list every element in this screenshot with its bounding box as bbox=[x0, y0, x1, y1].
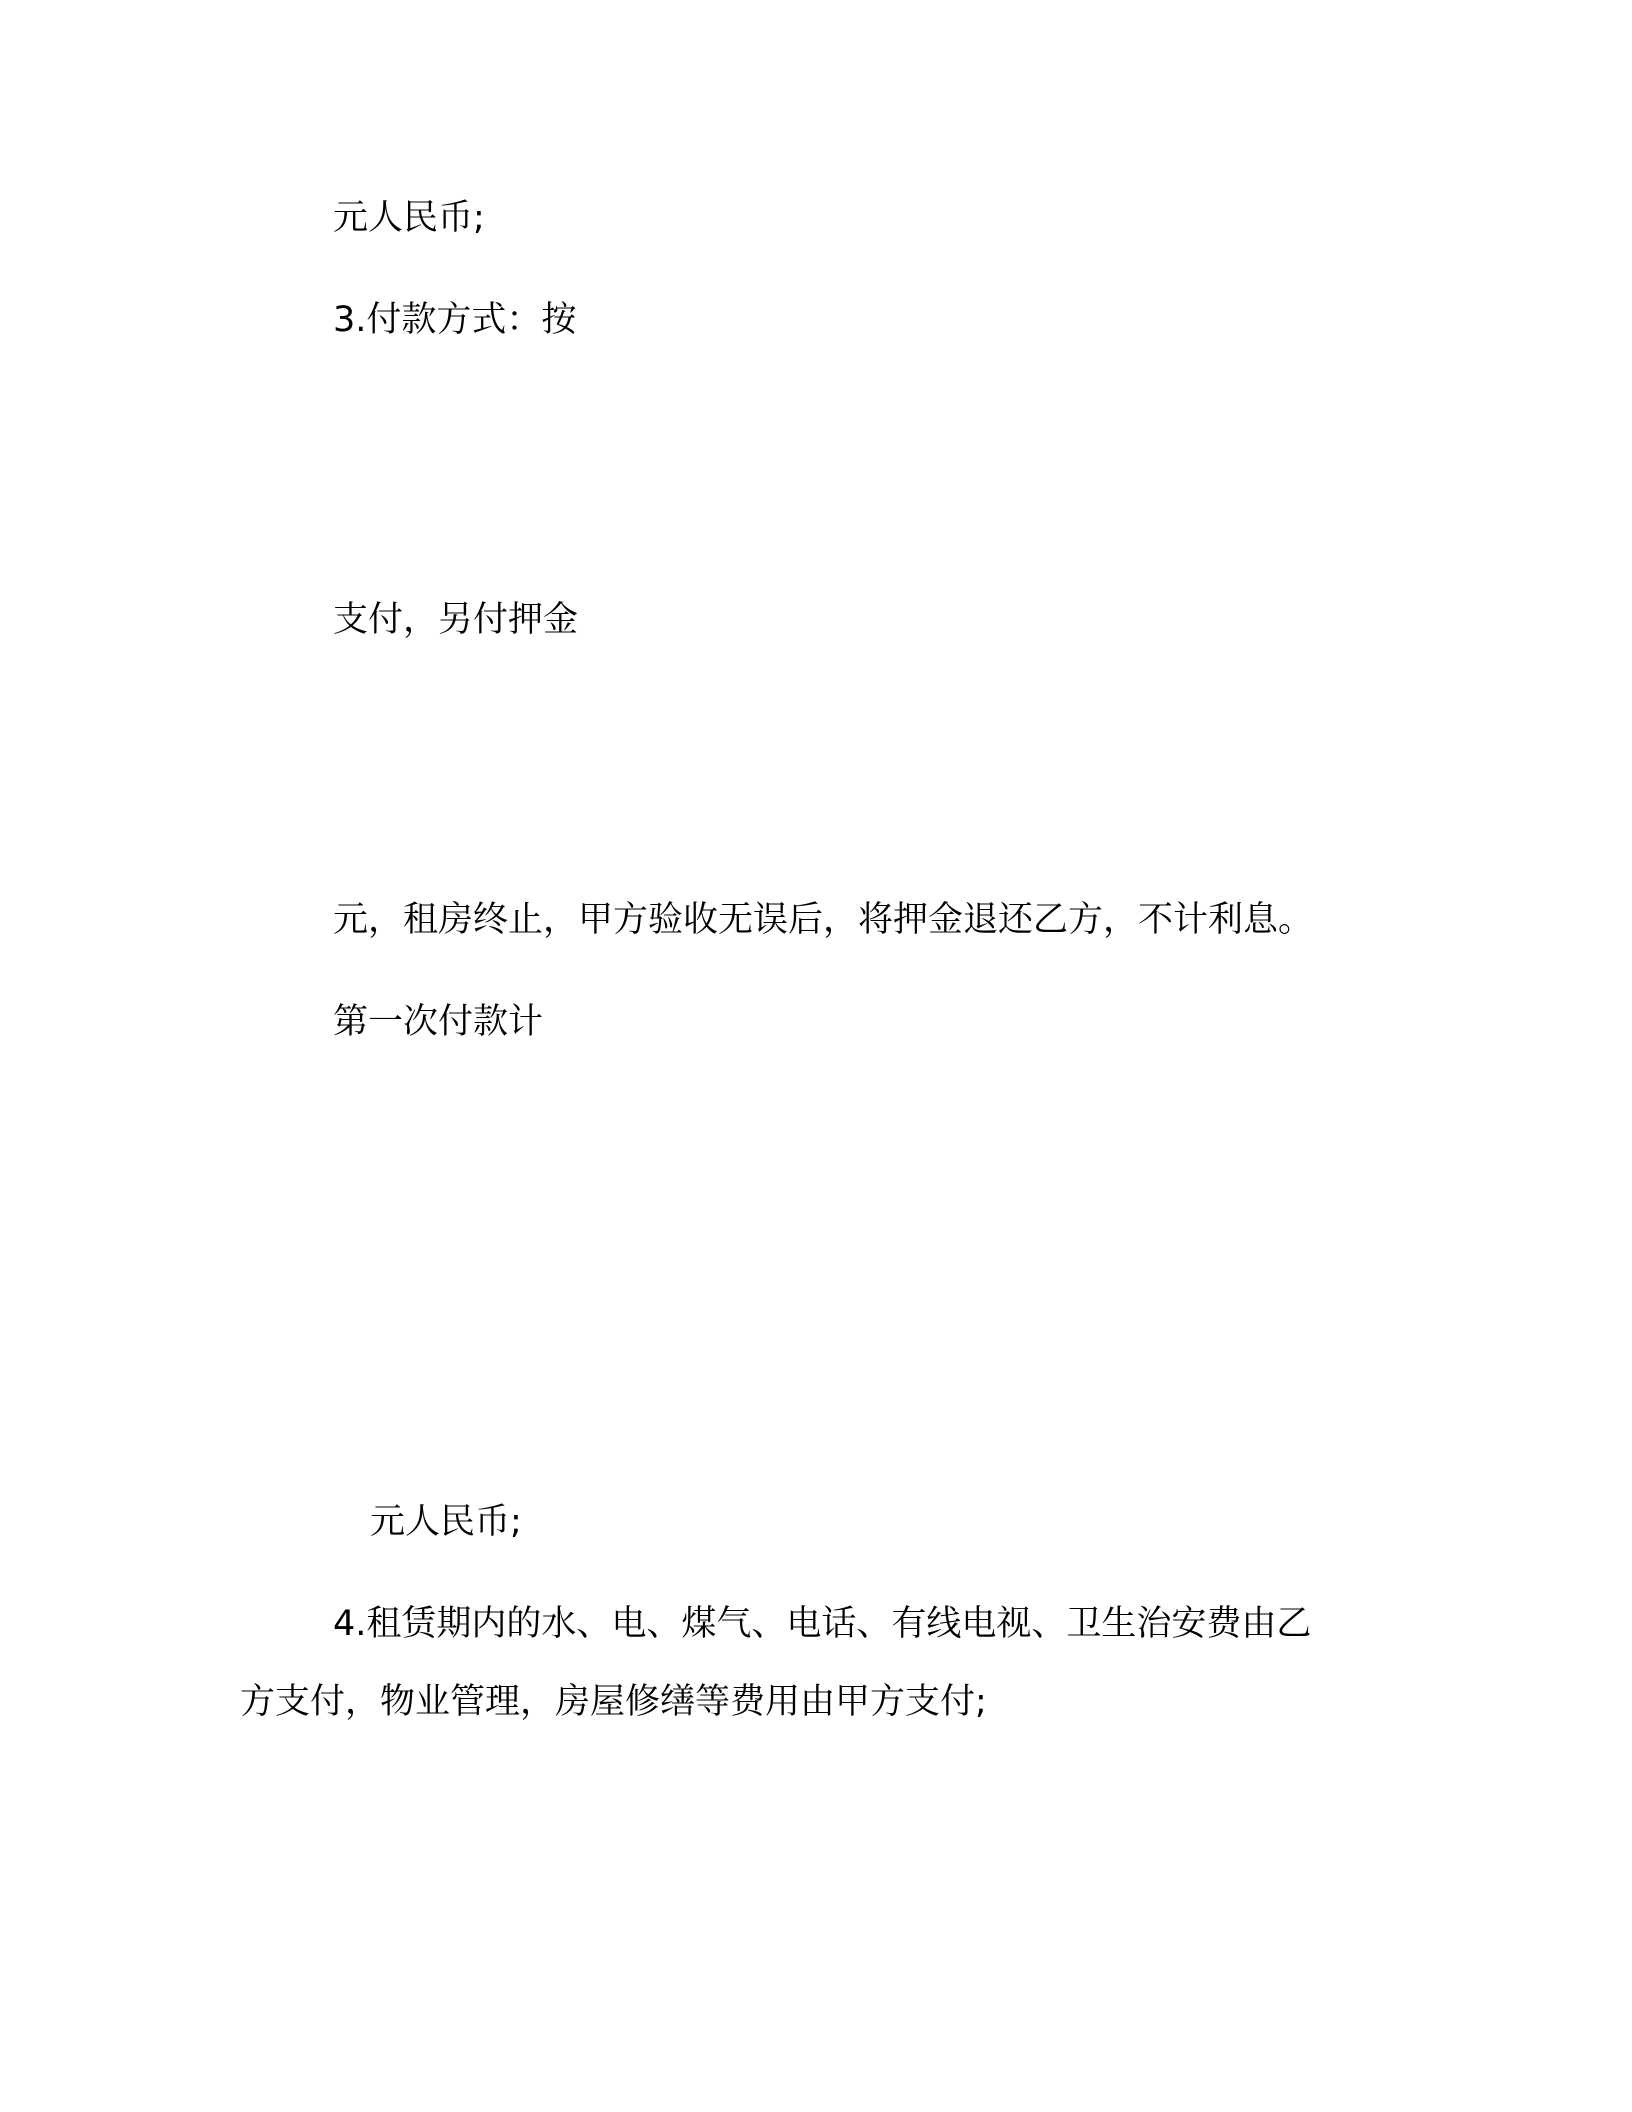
text-line-first-payment: 第一次付款计 bbox=[333, 1002, 544, 1042]
text-line-clause-4-continued: 方支付，物业管理，房屋修缮等费用由甲方支付; bbox=[240, 1682, 987, 1722]
text-line-first-payment-currency: 元人民币; bbox=[370, 1502, 522, 1542]
text-line-rent-currency: 元人民币; bbox=[333, 198, 485, 238]
text-line-clause-4: 4.租赁期内的水、电、煤气、电话、有线电视、卫生治安费由乙 bbox=[333, 1604, 1312, 1644]
text-line-deposit-refund: 元，租房终止，甲方验收无误后，将押金退还乙方，不计利息。 bbox=[333, 900, 1314, 940]
text-line-deposit: 支付，另付押金 bbox=[333, 600, 579, 640]
text-line-payment-method: 3.付款方式：按 bbox=[333, 300, 577, 340]
